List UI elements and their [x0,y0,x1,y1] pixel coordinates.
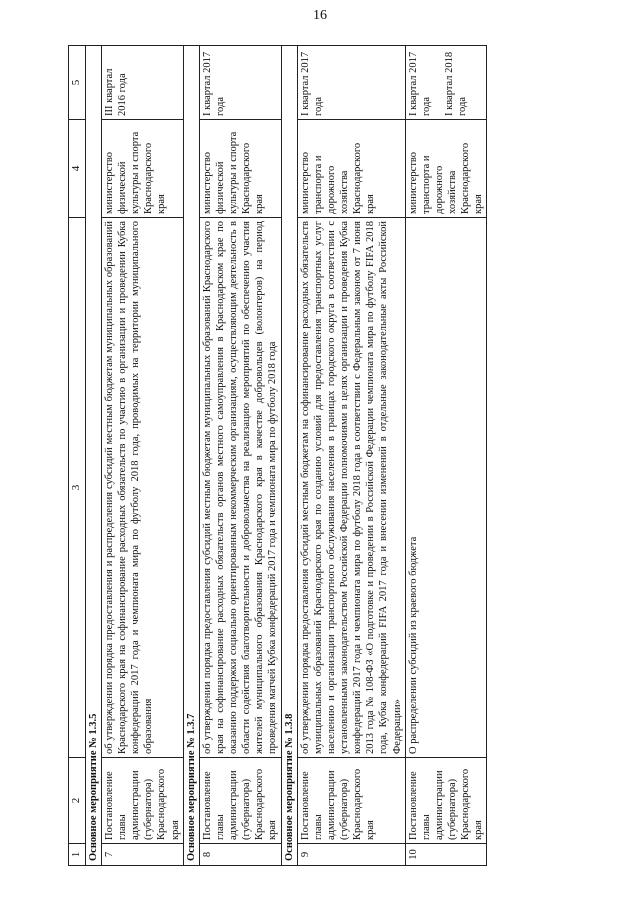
document-type: Постановление главы администрации (губернатора) Краснодарского края [199,758,281,844]
period: I квартал 2017 года [407,51,432,116]
page-number: 16 [313,8,327,23]
section-title: Основное мероприятие № 1.3.7 [183,46,199,866]
table-row [101,46,183,866]
row-number: 9 [297,844,405,866]
header-col-2: 2 [69,758,86,844]
document-content: об утверждении порядка предоставления и распределения субсидий местным бюджетам муниципальных образований Краснодарского края на софинансирование расходных обязательств по участию в организации и проведении Кубка конфедераций 2017 года и чемпионата мира по футболу 2018 года, проводимых на территории муниципального образования [101,218,183,758]
section-row [281,46,297,866]
executor: министерство транспорта и дорожного хозяйства Краснодарского края [297,120,405,218]
row-number: 7 [101,844,183,866]
section-title: Основное мероприятие № 1.3.5 [85,46,101,866]
section-row [85,46,101,866]
table-row [199,46,281,866]
table-row [405,46,487,866]
executor: министерство физической культуры и спорта Краснодарского края [199,120,281,218]
document-content: об утверждении порядка предоставления субсидий местным бюджетам муниципальных образований Краснодарского края на софинансирование расходных обязательств органов местного самоуправления в Краснодарском крае по оказанию поддержки социально ориентированным некоммерческим организациям, осуществляющим деятельность в области содействия благотворительности и добровольчества на реализацию мероприятий по обеспечению участия жителей муниципального образования Краснодарского края в качестве добровольцев (волонтеров) на период проведения матчей Кубка конфедераций 2017 года и чемпионата мира по футболу 2018 года [199,218,281,758]
period-cell [101,46,183,120]
row-number: 8 [199,844,281,866]
period: I квартал 2017 года [299,51,324,116]
executor: министерство физической культуры и спорта Краснодарского края [101,120,183,218]
document-type: Постановление главы администрации (губернатора) Краснодарского края [405,758,487,844]
period: III квартал 2016 года [103,68,128,116]
document-content: об утверждении порядка предоставления субсидий местным бюджетам на софинансирование расходных обязательств муниципальных образований Краснодарского края по созданию условий для предоставления транспортных услуг населению и организации транспортного обслуживания населения в границах городского округа в соответствии с установленными законодательством Российской Федерации полномочиями в целях организации и проведения Кубка конфедераций 2017 года и чемпионата мира по футболу 2018 года в соответствии с Федеральным законом от 7 июня 2013 года № 108-ФЗ «О подготовке и проведении в Российской Федерации чемпионата мира по футболу FIFA 2018 года, Кубка конфедераций FIFA 2017 года и внесении изменений в отдельные законодательные акты Российской Федерации» [297,218,405,758]
rotated-table-frame [68,46,608,866]
header-row [69,46,86,866]
document-type: Постановление главы администрации (губернатора) Краснодарского края [101,758,183,844]
document-type: Постановление главы администрации (губернатора) Краснодарского края [297,758,405,844]
header-col-1: 1 [69,844,86,866]
period-cell [297,46,405,120]
table-container [68,46,608,866]
row-number: 10 [405,844,487,866]
period: I квартал 2017 года [201,51,226,116]
section-title: Основное мероприятие № 1.3.8 [281,46,297,866]
period-cell [405,46,487,120]
period: I квартал 2018 года [443,51,468,116]
section-row [183,46,199,866]
executor: министерство транспорта и дорожного хозяйства Краснодарского края [405,120,487,218]
document-content: О распределении субсидий из краевого бюджета [405,218,487,758]
table-row [297,46,405,866]
measures-table [68,45,487,866]
header-col-3: 3 [69,218,86,758]
header-col-4: 4 [69,120,86,218]
period-spacer [433,49,443,116]
header-col-5: 5 [69,46,86,120]
period-cell [199,46,281,120]
